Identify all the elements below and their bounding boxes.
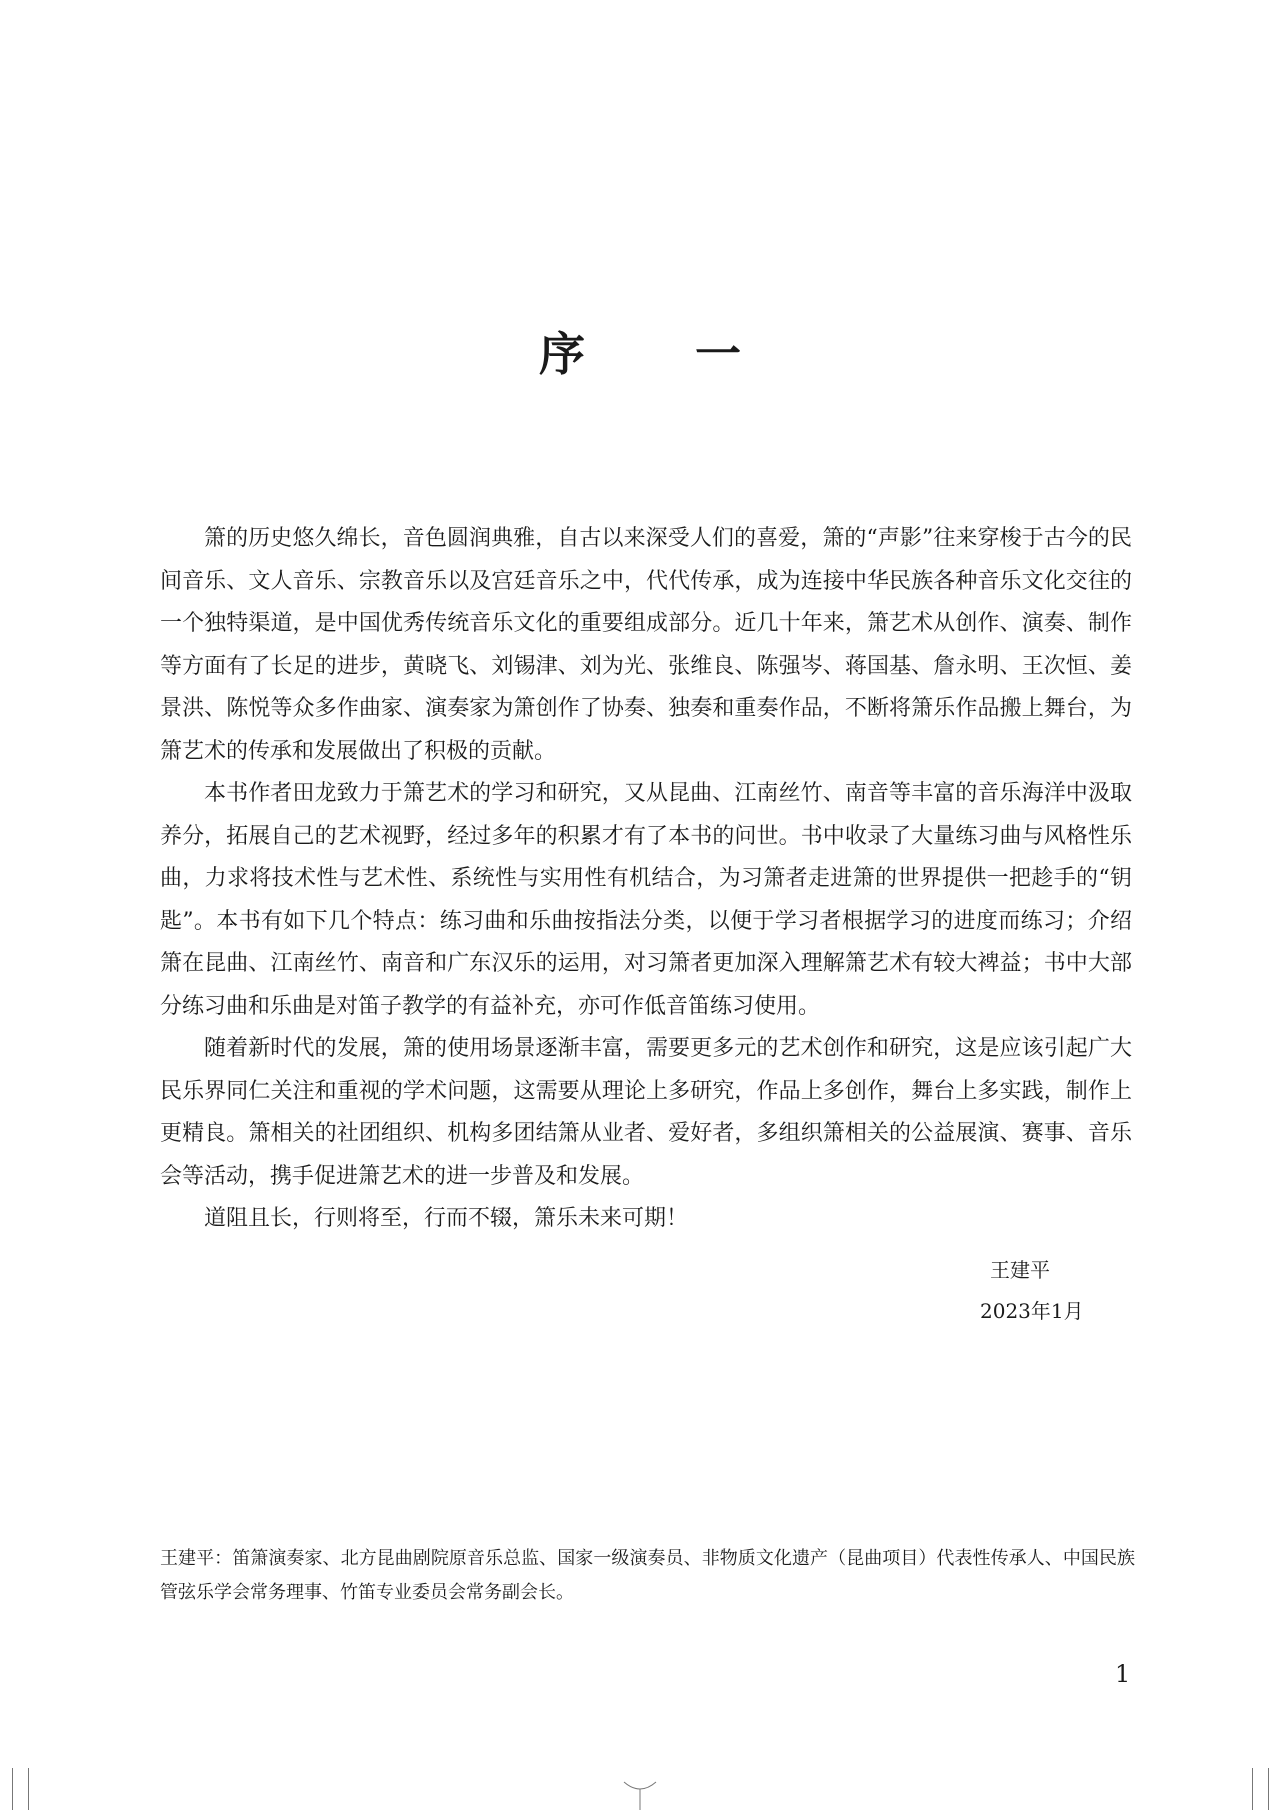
paragraph-2: 本书作者田龙致力于箫艺术的学习和研究，又从昆曲、江南丝竹、南音等丰富的音乐海洋中汲取养分，拓展自己的艺术视野，经过多年的积累才有了本书的问世。书中收录了大量练习曲与风格性乐曲，力求将技术性与艺术性、系统性与实用性有机结合，为习箫者走进箫的世界提供一把趁手的“钥匙”。本书有如下几个特点：练习曲和乐曲按指法分类，以便于学习者根据学习的进度而练习；介绍箫在昆曲、江南丝竹、南音和广东汉乐的运用，对习箫者更加深入理解箫艺术有较大裨益；书中大部分练习曲和乐曲是对笛子教学的有益补充，亦可作低音笛练习使用。 <box>160 781 1132 1019</box>
paragraph-3: 随着新时代的发展，箫的使用场景逐渐丰富，需要更多元的艺术创作和研究，这是应该引起广大民乐界同仁关注和重视的学术问题，这需要从理论上多研究，作品上多创作，舞台上多实践，制作上更精良。箫相关的社团组织、机构多团结箫从业者、爱好者，多组织箫相关的公益展演、赛事、音乐会等活动，携手促进箫艺术的进一步普及和发展。 <box>160 1036 1132 1189</box>
author-signature: 王建平 <box>990 1258 1050 1282</box>
signature-date: 2023年1月 <box>980 1299 1084 1323</box>
crop-mark-left-1 <box>12 1768 13 1810</box>
preface-title <box>0 318 1280 384</box>
title-char-yi: 一 <box>695 327 741 381</box>
page-number: 1 <box>1115 1660 1131 1688</box>
center-registration-mark <box>622 1780 658 1810</box>
paragraph-1: 箫的历史悠久绵长，音色圆润典雅，自古以来深受人们的喜爱，箫的“声影”往来穿梭于古今的民间音乐、文人音乐、宗教音乐以及宫廷音乐之中，代代传承，成为连接中华民族各种音乐文化交往的一个独特渠道，是中国优秀传统音乐文化的重要组成部分。近几十年来，箫艺术从创作、演奏、制作等方面有了长足的进步，黄晓飞、刘锡津、刘为光、张维良、陈强岑、蒋国基、詹永明、王次恒、姜景洪、陈悦等众多作曲家、演奏家为箫创作了协奏、独奏和重奏作品，不断将箫乐作品搬上舞台，为箫艺术的传承和发展做出了积极的贡献。 <box>160 526 1132 764</box>
title-char-xu: 序 <box>539 327 585 381</box>
preface-body <box>160 518 1132 1241</box>
crop-mark-right-1 <box>1252 1768 1253 1810</box>
paragraph-4: 道阻且长，行则将至，行而不辍，箫乐未来可期！ <box>204 1206 689 1231</box>
author-footnote: 王建平：笛箫演奏家、北方昆曲剧院原音乐总监、国家一级演奏员、非物质文化遗产（昆曲项目）代表性传承人、中国民族管弦乐学会常务理事、竹笛专业委员会常务副会长。 <box>160 1548 1135 1603</box>
crop-mark-left-2 <box>28 1768 29 1810</box>
crop-mark-right-2 <box>1268 1768 1269 1810</box>
